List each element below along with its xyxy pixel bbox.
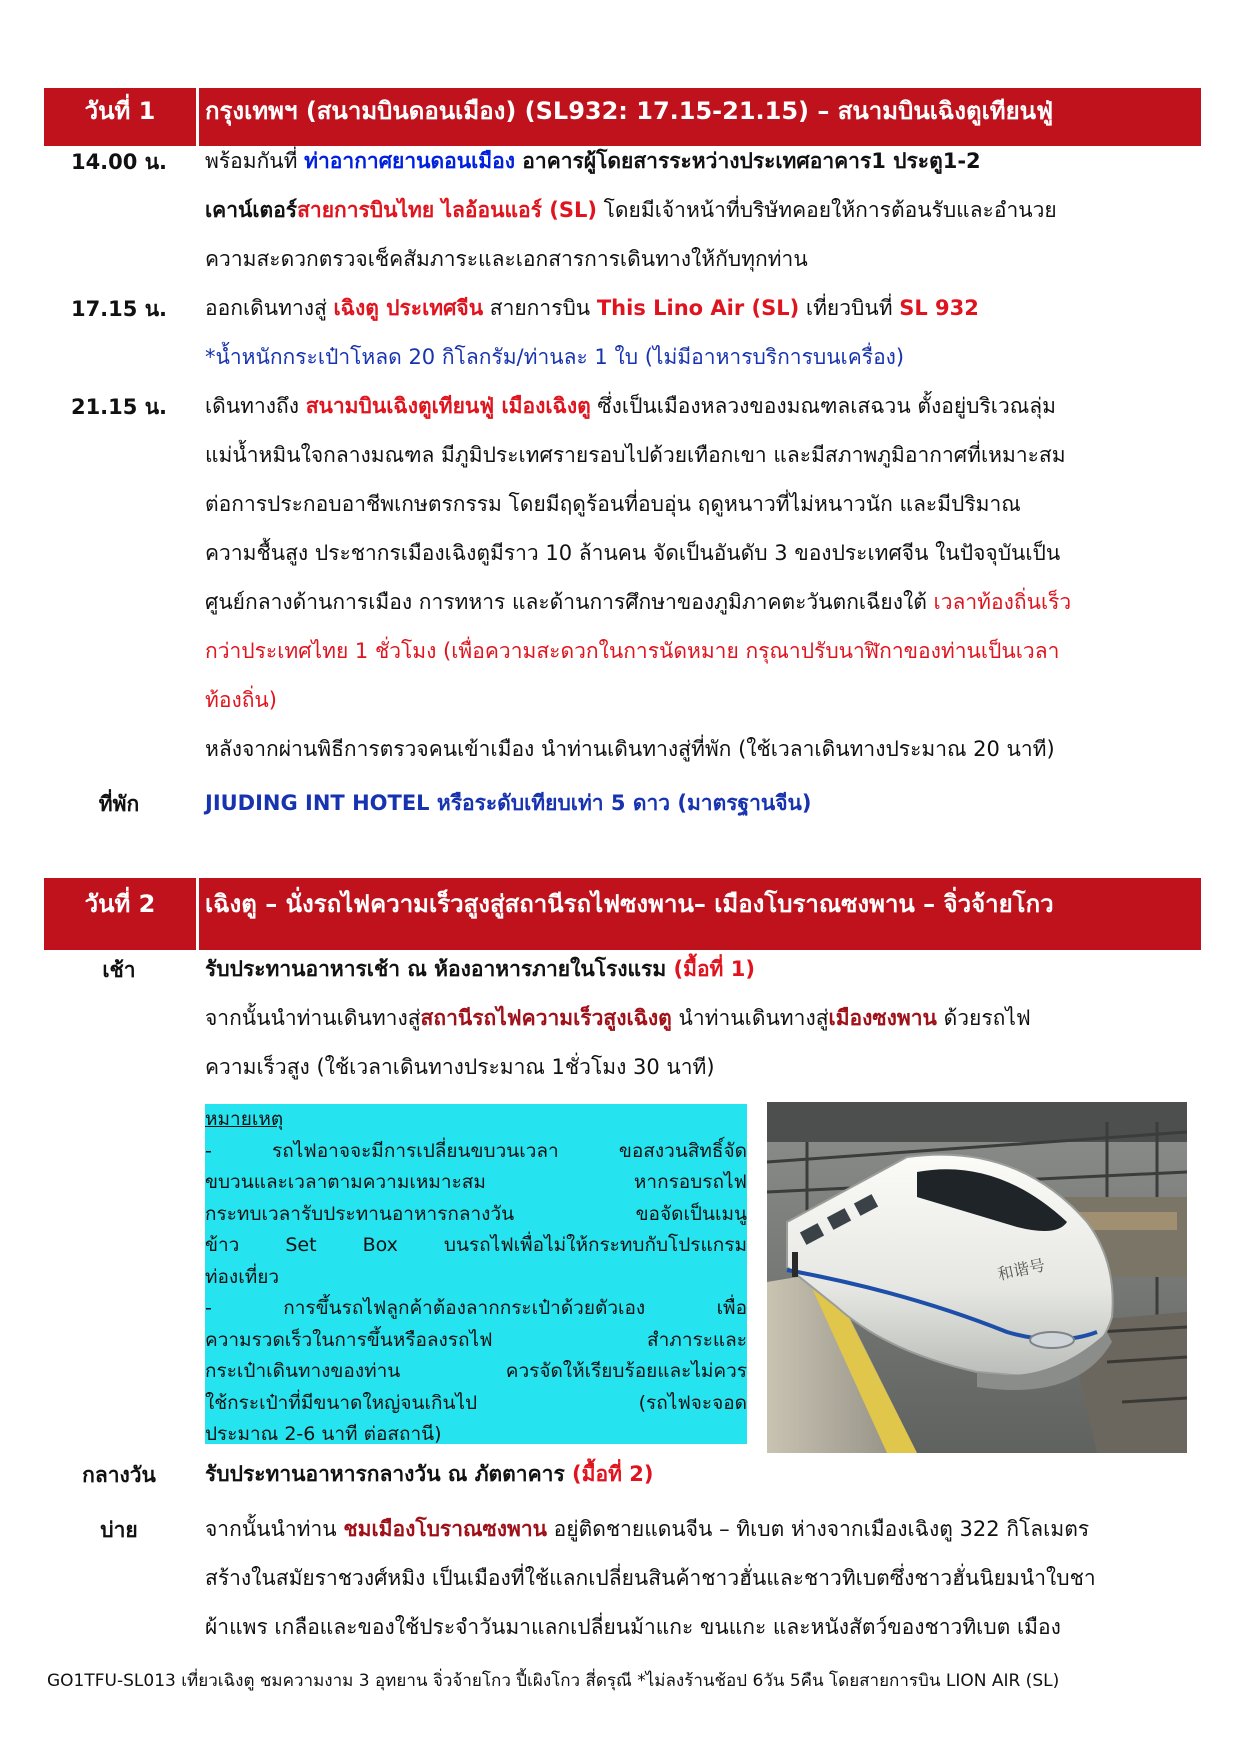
line: ต่อการประกอบอาชีพเกษตรกรรม โดยมีฤดูร้อนที่อบอุ่น ฤดูหนาวที่ไม่หนาวนัก และมีปริมาณ <box>205 492 1021 516</box>
airport-name: ท่าอากาศยานดอนเมือง <box>304 149 515 173</box>
flight-number: SL 932 <box>899 296 979 320</box>
note-line: กระเป๋าเดินทางของท่าน ควรจัดให้เรียบร้อยและไม่ควร <box>205 1360 747 1382</box>
line: ท้องถิ่น) <box>205 688 277 712</box>
time-1400: 14.00 น. <box>70 150 168 174</box>
day2-number: วันที่ 2 <box>84 890 156 918</box>
note-line: กระทบเวลารับประทานอาหารกลางวัน ขอจัดเป็นเมนู <box>205 1202 747 1225</box>
city-name: เมืองซงพาน <box>828 1006 937 1030</box>
item-2115-text <box>205 382 1191 774</box>
line: รับประทานอาหารเช้า ณ ห้องอาหารภายในโรงแรม (มื้อที่ 1) <box>205 957 755 981</box>
line: สร้างในสมัยราชวงศ์หมิง เป็นเมืองที่ใช้แลกเปลี่ยนสินค้าชาวฮั่นและชาวทิเบตซึ่งชาวฮั่นนิยมนำใบชา <box>205 1566 1096 1590</box>
hotel-text: JIUDING INT HOTEL หรือระดับเทียบเท่า 5 ดาว (มาตรฐานจีน) <box>205 791 812 815</box>
note-line: ขบวนและเวลาตามความเหมาะสม หากรอบรถไฟ <box>205 1171 747 1193</box>
line: กว่าประเทศไทย 1 ชั่วโมง (เพื่อความสะดวกในการนัดหมาย กรุณาปรับนาฬิกาของท่านเป็นเวลา <box>205 639 1060 663</box>
line: ความชื้นสูง ประชากรเมืองเฉิงตูมีราว 10 ล้านคน จัดเป็นอันดับ 3 ของประเทศจีน ในปัจจุบันเป็น <box>205 541 1061 565</box>
note-line: ท่องเที่ยว <box>205 1265 280 1288</box>
morning-label: เช้า <box>102 958 136 982</box>
line: ออกเดินทางสู่ เฉิงตู ประเทศจีน สายการบิน This Lino Air (SL) เที่ยวบินที่ SL 932 <box>205 296 979 320</box>
line: เคาน์เตอร์สายการบินไทย ไลอ้อนแอร์ (SL) โดยมีเจ้าหน้าที่บริษัทคอยให้การต้อนรับและอำนวย <box>205 198 1057 222</box>
noon-label: กลางวัน <box>82 1463 156 1487</box>
header-divider <box>196 878 199 950</box>
morning-text <box>205 945 1191 1092</box>
arrival-airport: สนามบินเฉิงตูเทียนฟู่ เมืองเฉิงตู <box>305 394 591 418</box>
note-line: ความรวดเร็วในการขึ้นหรือลงรถไฟ สำภาระและ <box>205 1328 747 1351</box>
line: จากนั้นนำท่าน ชมเมืองโบราณซงพาน อยู่ติดชายแดนจีน – ทิเบต ห่างจากเมืองเฉิงตู 322 กิโลเมตร <box>205 1517 1090 1541</box>
line: แม่น้ำหมินใจกลางมณฑล มีภูมิประเทศรายรอบไปด้วยเทือกเขา และมีสภาพภูมิอากาศที่เหมาะสม <box>205 443 1066 467</box>
station-name: สถานีรถไฟความเร็วสูงเฉิงตู <box>420 1006 672 1030</box>
line: หลังจากผ่านพิธีการตรวจคนเข้าเมือง นำท่านเดินทางสู่ที่พัก (ใช้เวลาเดินทางประมาณ 20 นาที) <box>205 737 1055 761</box>
meal-count: (มื้อที่ 1) <box>673 957 755 981</box>
destination: เฉิงตู ประเทศจีน <box>333 296 484 320</box>
hotel-name: JIUDING INT HOTEL <box>205 791 430 815</box>
line: ความเร็วสูง (ใช้เวลาเดินทางประมาณ 1ชั่วโมง 30 นาที) <box>205 1055 715 1079</box>
day2-title: เฉิงตู – นั่งรถไฟความเร็วสูงสู่สถานีรถไฟซงพาน– เมืองโบราณซงพาน – จิ่วจ้ายโกว <box>205 890 1054 918</box>
note-title: หมายเหตุ <box>205 1108 284 1130</box>
noon-text: รับประทานอาหารกลางวัน ณ ภัตตาคาร (มื้อที่ 2) <box>205 1462 654 1486</box>
train-photo <box>767 1102 1187 1453</box>
note-box <box>205 1104 747 1444</box>
airline-name: สายการบินไทย ไลอ้อนแอร์ (SL) <box>297 198 597 222</box>
line: ความสะดวกตรวจเช็คสัมภาระและเอกสารการเดินทางให้กับทุกท่าน <box>205 247 808 271</box>
line: จากนั้นนำท่านเดินทางสู่สถานีรถไฟความเร็วสูงเฉิงตู นำท่านเดินทางสู่เมืองซงพาน ด้วยรถไฟ <box>205 1006 1031 1030</box>
baggage-note: *น้ำหนักกระเป๋าโหลด 20 กิโลกรัม/ท่านละ 1 ใบ (ไม่มีอาหารบริการบนเครื่อง) <box>205 345 905 369</box>
airline-en: This Lino Air (SL) <box>596 296 800 320</box>
old-town-name: ชมเมืองโบราณซงพาน <box>343 1517 547 1541</box>
line: ศูนย์กลางด้านการเมือง การทหาร และด้านการศึกษาของภูมิภาคตะวันตกเฉียงใต้ เวลาท้องถิ่นเร็ว <box>205 590 1072 614</box>
time-2115: 21.15 น. <box>70 395 168 419</box>
line: ผ้าแพร เกลือและของใช้ประจำวันมาแลกเปลี่ยนม้าแกะ ขนแกะ และหนังสัตว์ของชาวทิเบต เมือง <box>205 1615 1061 1639</box>
note-line: - การขึ้นรถไฟลูกค้าต้องลากกระเป๋าด้วยตัวเอง เพื่อ <box>205 1297 747 1319</box>
item-1715-text <box>205 284 1191 382</box>
line: เดินทางถึง สนามบินเฉิงตูเทียนฟู่ เมืองเฉิงตู ซึ่งเป็นเมืองหลวงของมณฑลเสฉวน ตั้งอยู่บริเวณลุ่ม <box>205 394 1056 418</box>
day1-title: กรุงเทพฯ (สนามบินดอนเมือง) (SL932: 17.15-21.15) – สนามบินเฉิงตูเทียนฟู่ <box>205 97 1054 125</box>
day2-header <box>44 878 1201 950</box>
header-divider <box>196 88 199 146</box>
note-line: ข้าว Set Box บนรถไฟเพื่อไม่ให้กระทบกับโปรแกรม <box>205 1234 747 1256</box>
line: พร้อมกันที่ ท่าอากาศยานดอนเมือง อาคารผู้โดยสารระหว่างประเทศอาคาร1 ประตู1-2 <box>205 149 981 173</box>
timezone-note: เวลาท้องถิ่นเร็ว <box>933 590 1072 614</box>
afternoon-label: บ่าย <box>100 1518 138 1542</box>
note-line: ประมาณ 2-6 นาที ต่อสถานี) <box>205 1423 442 1445</box>
afternoon-text <box>205 1505 1191 1652</box>
item-1400-text <box>205 137 1191 284</box>
hotel-label: ที่พัก <box>98 792 140 816</box>
meal-count: (มื้อที่ 2) <box>572 1462 654 1486</box>
note-line: - รถไฟอาจจะมีการเปลี่ยนขบวนเวลา ขอสงวนสิทธิ์จัด <box>205 1139 747 1162</box>
page-footer: GO1TFU-SL013 เที่ยวเฉิงตู ชมความงาม 3 อุทยาน จิ่วจ้ายโกว ปี้เผิงโกว สี่ดรุณี *ไม่ลงร้านช้อป 6วัน 5คืน โดยสายการบิน LION AIR (SL) <box>47 1671 1060 1691</box>
note-line: ใช้กระเป๋าที่มีขนาดใหญ่จนเกินไป (รถไฟจะจอด <box>205 1391 747 1414</box>
time-1715: 17.15 น. <box>70 297 168 321</box>
train-logo-text: 和谐号 <box>995 1255 1047 1284</box>
day1-number: วันที่ 1 <box>84 97 156 125</box>
